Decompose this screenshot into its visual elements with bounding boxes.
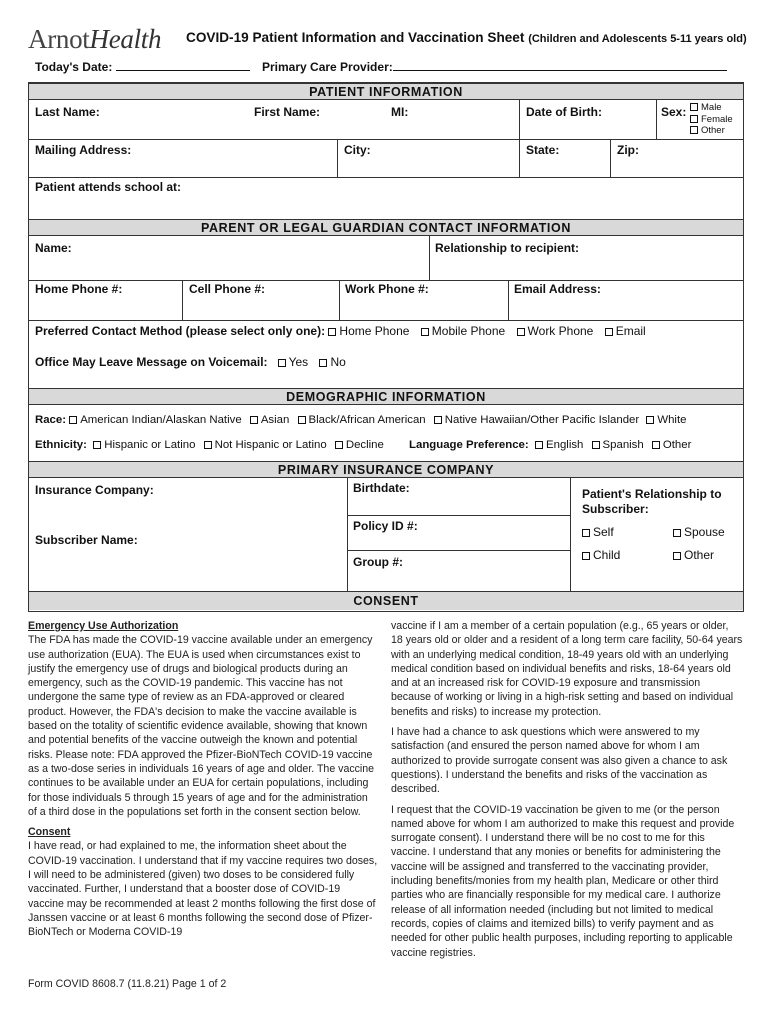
checkbox-icon	[690, 115, 698, 123]
sex-label: Sex:	[661, 105, 687, 119]
sex-option-female[interactable]: Female	[690, 114, 733, 126]
date-of-birth-field[interactable]: Date of Birth:	[526, 105, 602, 119]
race-white[interactable]: White	[646, 414, 686, 426]
zip-field[interactable]: Zip:	[617, 143, 639, 157]
relationship-field[interactable]: Relationship to recipient:	[435, 241, 580, 255]
language-spanish[interactable]: Spanish	[592, 439, 644, 451]
ethnicity-not-hispanic[interactable]: Not Hispanic or Latino	[204, 439, 327, 451]
voicemail-label: Office May Leave Message on Voicemail:	[35, 355, 268, 369]
race-asian[interactable]: Asian	[250, 414, 290, 426]
subscriber-name-field[interactable]: Subscriber Name:	[35, 533, 138, 547]
birthdate-field[interactable]: Birthdate:	[353, 481, 410, 495]
checkbox-icon	[328, 328, 336, 336]
consent-text: I have read, or had explained to me, the information sheet about the COVID-19 vaccination. I understand that if my vaccine requires two doses, I will need to be administered (given) two doses to be considered fully vaccinated. Further, I understand that a booster dose of COVID-19 vaccine may be recommended at least 2 months following the first dose of Janssen vaccine or at least 6 months following the second dose of Pfizer-BioNTech or Moderna COVID-19	[28, 840, 378, 939]
checkbox-icon	[517, 328, 525, 336]
checkbox-icon	[605, 328, 613, 336]
arnot-health-logo: ArnotHealth	[28, 24, 162, 54]
rel-other[interactable]: Other	[673, 548, 714, 562]
checkbox-icon	[335, 441, 343, 449]
checkbox-icon	[535, 441, 543, 449]
city-field[interactable]: City:	[344, 143, 371, 157]
checkbox-icon	[690, 126, 698, 134]
checkbox-icon	[582, 529, 590, 537]
checkbox-icon	[421, 328, 429, 336]
email-field[interactable]: Email Address:	[514, 282, 601, 296]
guardian-info-header: PARENT OR LEGAL GUARDIAN CONTACT INFORMATION	[29, 219, 743, 236]
work-phone-field[interactable]: Work Phone #:	[345, 282, 429, 296]
language-label: Language Preference:	[409, 439, 529, 451]
race-label: Race:	[35, 414, 67, 426]
primary-care-provider-field[interactable]: Primary Care Provider:	[262, 59, 727, 74]
insurance-company-field[interactable]: Insurance Company:	[35, 483, 154, 497]
guardian-name-field[interactable]: Name:	[35, 241, 72, 255]
ethnicity-hispanic[interactable]: Hispanic or Latino	[93, 439, 195, 451]
checkbox-icon	[204, 441, 212, 449]
checkbox-icon	[93, 441, 101, 449]
sex-option-male[interactable]: Male	[690, 102, 733, 114]
home-phone-field[interactable]: Home Phone #:	[35, 282, 123, 296]
ethnicity-label: Ethnicity:	[35, 439, 87, 451]
rel-spouse[interactable]: Spouse	[673, 525, 725, 539]
registration-form	[28, 82, 744, 612]
language-other[interactable]: Other	[652, 439, 692, 451]
form-footer: Form COVID 8608.7 (11.8.21) Page 1 of 2	[28, 978, 227, 990]
voicemail-yes[interactable]: Yes	[278, 355, 309, 369]
checkbox-icon	[250, 416, 258, 424]
checkbox-icon	[278, 359, 286, 367]
form-title: COVID-19 Patient Information and Vaccination Sheet (Children and Adolescents 5-11 years old)	[186, 30, 747, 45]
contact-work-phone[interactable]: Work Phone	[517, 324, 594, 338]
eua-heading: Emergency Use Authorization	[28, 620, 179, 632]
ethnicity-decline[interactable]: Decline	[335, 439, 384, 451]
rel-self[interactable]: Self	[582, 525, 614, 539]
patient-info-header: PATIENT INFORMATION	[29, 83, 743, 100]
ethnicity-row	[35, 439, 691, 451]
race-row	[35, 414, 686, 426]
checkbox-icon	[69, 416, 77, 424]
checkbox-icon	[592, 441, 600, 449]
checkbox-icon	[673, 552, 681, 560]
voicemail-row	[35, 355, 354, 369]
checkbox-icon	[298, 416, 306, 424]
cell-phone-field[interactable]: Cell Phone #:	[189, 282, 266, 296]
consent-left-column	[28, 619, 378, 946]
insurance-header: PRIMARY INSURANCE COMPANY	[29, 461, 743, 478]
mi-field[interactable]: MI:	[391, 105, 409, 119]
contact-method-row	[35, 324, 654, 338]
sex-option-other[interactable]: Other	[690, 125, 733, 137]
checkbox-icon	[319, 359, 327, 367]
race-black[interactable]: Black/African American	[298, 414, 426, 426]
checkbox-icon	[582, 552, 590, 560]
consent-questions-text: I have had a chance to ask questions which were answered to my satisfaction (and ensured the person named above for whom I am authorized to provide surrogate consent was also given a chance to ask questions). I understand the benefits and risks of the vaccination as described.	[391, 726, 728, 796]
group-field[interactable]: Group #:	[353, 555, 403, 569]
contact-home-phone[interactable]: Home Phone	[328, 324, 409, 338]
race-pacific-islander[interactable]: Native Hawaiian/Other Pacific Islander	[434, 414, 639, 426]
consent-right-column	[391, 619, 743, 966]
checkbox-icon	[434, 416, 442, 424]
checkbox-icon	[646, 416, 654, 424]
language-english[interactable]: English	[535, 439, 583, 451]
first-name-field[interactable]: First Name:	[254, 105, 321, 119]
consent-heading: Consent	[28, 826, 71, 839]
race-american-indian[interactable]: American Indian/Alaskan Native	[69, 414, 241, 426]
voicemail-no[interactable]: No	[319, 355, 345, 369]
eua-text: The FDA has made the COVID-19 vaccine available under an emergency use authorization (EUA). The EUA is used when circumstances exist to justify the emergency use of drugs and biological products during an emergency, such as the COVID-19 pandemic. This vaccine has not undergone the same type of review as an FDA-approved or cleared product. However, the FDA's decision to make the vaccine available is based on the totality of scientific evidence available, showing that known and potential benefits of the vaccine outweigh the known and potential risks. Please note: FDA approved the Pfizer-BioNTech COVID-19 vaccine as a two-dose series in individuals 16 years of age and older. The vaccine continues to be available under an EUA for certain populations, including for those individuals 5 through 15 years of age and for the administration of a third dose in the populations set forth in the consent section below.	[28, 634, 375, 818]
consent-header: CONSENT	[29, 591, 743, 610]
sex-options	[690, 102, 733, 137]
last-name-field[interactable]: Last Name:	[35, 105, 100, 119]
state-field[interactable]: State:	[526, 143, 560, 157]
mailing-address-field[interactable]: Mailing Address:	[35, 143, 132, 157]
consent-population-text: vaccine if I am a member of a certain population (e.g., 65 years or older, 18 years old or older and a resident of a long term care facility, 50-64 years with an underlying medical condition, 18-49 years old with an underlying medical condition based on individual benefits and risks, 18-64 years old and at an increased risk for COVID-19 exposure and transmission because of working or living in a high-risk setting and based on individual benefits and risks) to increase my protection.	[391, 620, 743, 718]
checkbox-icon	[652, 441, 660, 449]
contact-mobile-phone[interactable]: Mobile Phone	[421, 324, 505, 338]
school-field[interactable]: Patient attends school at:	[35, 180, 182, 194]
contact-method-label: Preferred Contact Method (please select only one):	[35, 324, 326, 338]
checkbox-icon	[673, 529, 681, 537]
todays-date-field[interactable]: Today's Date:	[35, 59, 250, 74]
policy-id-field[interactable]: Policy ID #:	[353, 519, 418, 533]
contact-email[interactable]: Email	[605, 324, 646, 338]
subscriber-relationship-label: Patient's Relationship to Subscriber:	[582, 487, 722, 516]
demographic-header: DEMOGRAPHIC INFORMATION	[29, 388, 743, 405]
consent-request-text: I request that the COVID-19 vaccination be given to me (or the person named above for whom I am authorized to make this request and provide surrogate consent). I understand there will be no cost to me for this vaccine. I understand that any monies or benefits for administering the vaccine will be assigned and transferred to the vaccinating provider, including benefits/monies from my health plan, Medicare or other third parties who are financially responsible for my medical care. I authorize release of all information needed (including but not limited to medical records, copies of claims and itemized bills) to verify payment and as needed for other public health purposes, including reporting to applicable vaccine registries.	[391, 803, 735, 959]
rel-child[interactable]: Child	[582, 548, 620, 562]
checkbox-icon	[690, 103, 698, 111]
